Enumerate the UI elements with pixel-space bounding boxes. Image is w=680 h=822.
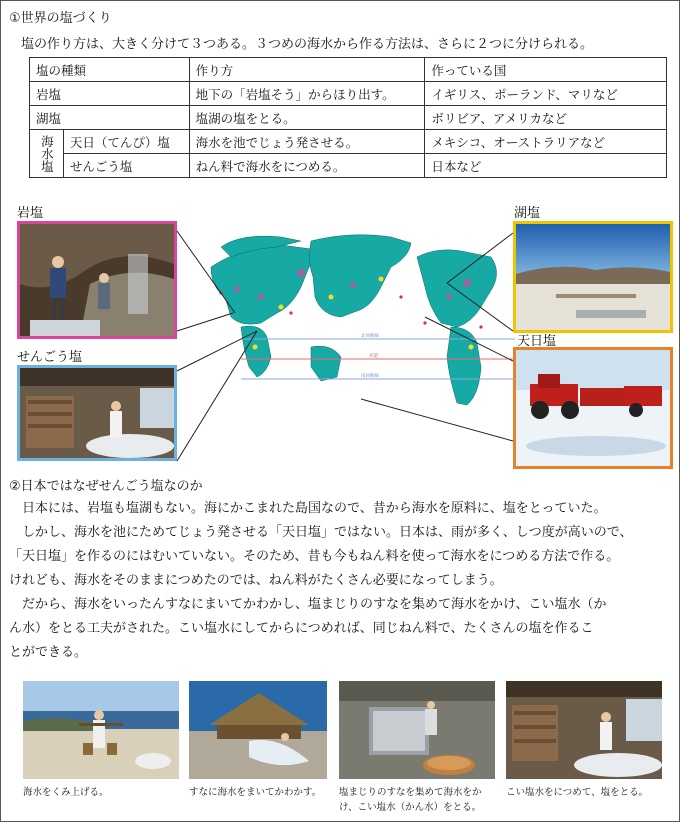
table-cell: 湖塩	[30, 106, 190, 130]
caption-collect-sand: 塩まじりのすなを集めて海水をかけ、こい塩水（かん水）をとる。	[339, 787, 482, 813]
table-cell: せんごう塩	[63, 154, 189, 178]
section1-intro: 塩の作り方は、大きく分けて３つある。３つめの海水から作る方法は、さらに２つに分けられる。	[21, 37, 594, 52]
paragraph-line: 「天日塩」を作るのにはむいていない。そのため、昔も今もねん料を使って海水をにつめる方法で作る。	[9, 549, 620, 564]
table-header-cell: 作っている国	[425, 58, 667, 82]
equator-label: 赤道	[369, 354, 378, 359]
connector-lines	[1, 1, 680, 481]
label-lake-salt: 湖塩	[514, 206, 541, 221]
boil-brine-photo	[506, 681, 662, 779]
label-sun-salt: 天日塩	[517, 334, 557, 349]
table-cell: イギリス、ポーランド、マリなど	[425, 82, 667, 106]
table-header-cell: 作り方	[189, 58, 425, 82]
draw-seawater-photo	[23, 681, 179, 779]
table-cell: ねん料で海水をにつめる。	[189, 154, 425, 178]
section1-heading: ①世界の塩づくり	[9, 11, 112, 26]
section2-body	[9, 497, 673, 665]
collect-sand-photo	[339, 681, 495, 779]
section2-heading: ②日本ではなぜせんごう塩なのか	[9, 479, 203, 494]
label-boiled-salt: せんごう塩	[17, 350, 83, 365]
paragraph-line: けれども、海水をそのままにつめたのでは、ねん料がたくさん必要になってしまう。	[9, 573, 503, 588]
paragraph-line: 日本には、岩塩も塩湖もない。海にかこまれた島国なので、昔から海水を原料に、塩をとっていた。	[9, 501, 607, 516]
paragraph-line: だから、海水をいったんすなにまいてかわかし、塩まじりのすなを集めて海水をかけ、こい塩水（か	[9, 597, 607, 612]
table-cell: 日本など	[425, 154, 667, 178]
table-header-cell: 塩の種類	[30, 58, 190, 82]
table-cell: メキシコ、オーストラリアなど	[425, 130, 667, 154]
table-cell: ボリビア、アメリカなど	[425, 106, 667, 130]
caption-draw-seawater: 海水をくみ上げる。	[23, 787, 109, 798]
paragraph-line: ん水）をとる工夫がされた。こい塩水にしてからにつめれば、同じねん料で、たくさんの塩を作るこ	[9, 621, 594, 636]
table-cell: 海水を池でじょう発させる。	[189, 130, 425, 154]
label-rock-salt: 岩塩	[17, 206, 44, 221]
caption-boil-brine: こい塩水をにつめて、塩をとる。	[506, 787, 649, 798]
table-cell: 岩塩	[30, 82, 190, 106]
spread-seawater-photo	[189, 681, 327, 779]
table-cell: 塩湖の塩をとる。	[189, 106, 425, 130]
paragraph-line: とができる。	[9, 645, 88, 660]
tropic-of-capricorn-label: 南回帰線	[361, 374, 379, 379]
table-cell: 天日（てんぴ）塩	[63, 130, 189, 154]
tropic-of-cancer-label: 北回帰線	[361, 334, 379, 339]
table-cell: 地下の「岩塩そう」からほり出す。	[189, 82, 425, 106]
caption-spread-seawater: すなに海水をまいてかわかす。	[189, 787, 322, 798]
sea-salt-group-label: 海水塩	[30, 130, 64, 178]
paragraph-line: しかし、海水を池にためてじょう発させる「天日塩」ではない。日本は、雨が多く、しつ度が高いので、	[9, 525, 633, 540]
